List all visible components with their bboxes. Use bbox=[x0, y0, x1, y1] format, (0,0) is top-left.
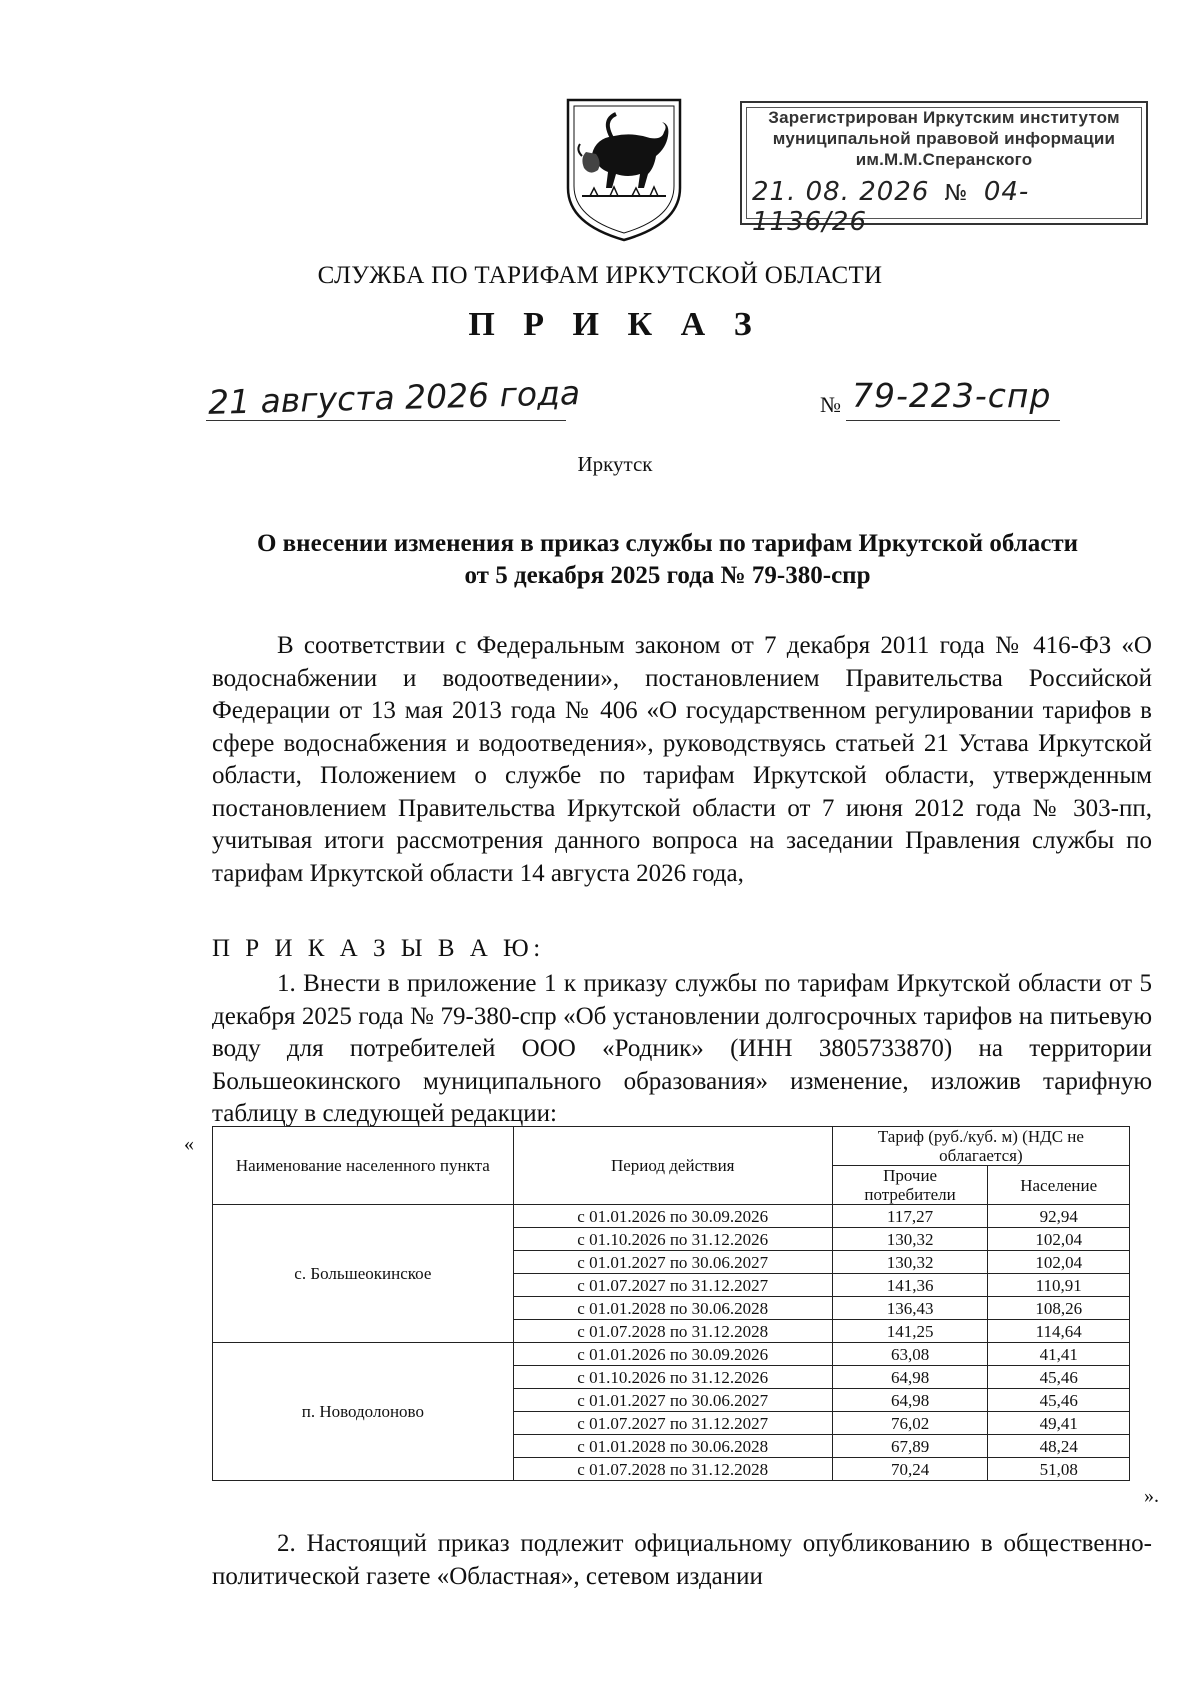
quote-open: « bbox=[184, 1133, 194, 1155]
order-number-handwritten: 79-223-спр bbox=[852, 376, 1052, 415]
population-tariff-cell: 45,46 bbox=[988, 1366, 1130, 1389]
period-cell: с 01.07.2027 по 31.12.2027 bbox=[513, 1412, 832, 1435]
tariff-table bbox=[212, 1126, 1130, 1481]
stamp-line-1: Зарегистрирован Иркутским институтом bbox=[768, 108, 1120, 127]
item-1-paragraph: 1. Внести в приложение 1 к приказу службы по тарифам Иркутской области от 5 декабря 2025 года № 79-380-спр «Об установлении долгосрочных тарифов на питьевую воду для потребителей ООО «Родник» (ИНН 3805733870) на территории Большеокинского муниципального образования» изменение, изложив тарифную таблицу в следующей редакции: bbox=[212, 970, 1152, 1127]
period-cell: с 01.10.2026 по 31.12.2026 bbox=[513, 1228, 832, 1251]
stamp-line-3: им.М.М.Сперанского bbox=[855, 150, 1033, 169]
other-tariff-cell: 117,27 bbox=[832, 1205, 988, 1228]
population-tariff-cell: 41,41 bbox=[988, 1343, 1130, 1366]
city-name: Иркутск bbox=[577, 452, 653, 476]
organization-name: СЛУЖБА ПО ТАРИФАМ ИРКУТСКОЙ ОБЛАСТИ bbox=[317, 262, 883, 289]
population-tariff-cell: 110,91 bbox=[988, 1274, 1130, 1297]
other-tariff-cell: 130,32 bbox=[832, 1251, 988, 1274]
title-line-1: О внесении изменения в приказ службы по тарифам Иркутской области bbox=[256, 530, 1079, 557]
header-other-consumers: Прочие потребители bbox=[832, 1166, 988, 1205]
header-population: Население bbox=[988, 1166, 1130, 1205]
population-tariff-cell: 114,64 bbox=[988, 1320, 1130, 1343]
other-tariff-cell: 76,02 bbox=[832, 1412, 988, 1435]
population-tariff-cell: 45,46 bbox=[988, 1389, 1130, 1412]
stamp-reg-number: 04-1136/26 bbox=[752, 177, 1030, 237]
period-cell: с 01.01.2027 по 30.06.2027 bbox=[513, 1251, 832, 1274]
number-underline bbox=[846, 420, 1060, 421]
settlement-cell: с. Большеокинское bbox=[213, 1205, 514, 1343]
other-tariff-cell: 63,08 bbox=[832, 1343, 988, 1366]
document-title bbox=[200, 528, 1135, 592]
order-word: П Р И К А З Ы В А Ю: bbox=[212, 935, 545, 962]
period-cell: с 01.07.2028 по 31.12.2028 bbox=[513, 1320, 832, 1343]
quote-close: ». bbox=[1144, 1485, 1159, 1507]
preamble-paragraph: В соответствии с Федеральным законом от 7 декабря 2011 года № 416-ФЗ «О водоснабжении и водоотведении», постановлением Правительства Российской Федерации от 13 мая 2013 года № 406 «О государственном регулировании тарифов в сфере водоснабжения и водоотведения», руководствуясь статьей 21 Устава Иркутской области, Положением о службе по тарифам Иркутской области, утвержденным постановлением Правительства Иркутской области от 7 июня 2012 года № 303-пп, учитывая итоги рассмотрения данного вопроса на заседании Правления службы по тарифам Иркутской области 14 августа 2026 года, bbox=[212, 632, 1152, 887]
coat-of-arms-emblem bbox=[562, 96, 686, 244]
population-tariff-cell: 102,04 bbox=[988, 1251, 1130, 1274]
table-row bbox=[213, 1343, 1130, 1366]
header-period: Период действия bbox=[513, 1127, 832, 1205]
order-number-sign: № bbox=[820, 392, 841, 417]
order-date-handwritten: 21 августа 2026 года bbox=[207, 373, 581, 422]
period-cell: с 01.01.2028 по 30.06.2028 bbox=[513, 1297, 832, 1320]
stamp-line-2: муниципальной правовой информации bbox=[772, 129, 1116, 148]
population-tariff-cell: 102,04 bbox=[988, 1228, 1130, 1251]
period-cell: с 01.07.2027 по 31.12.2027 bbox=[513, 1274, 832, 1297]
period-cell: с 01.01.2026 по 30.09.2026 bbox=[513, 1205, 832, 1228]
population-tariff-cell: 92,94 bbox=[988, 1205, 1130, 1228]
date-underline bbox=[206, 420, 566, 421]
header-settlement: Наименование населенного пункта bbox=[213, 1127, 514, 1205]
header-tariff: Тариф (руб./куб. м) (НДС не облагается) bbox=[832, 1127, 1129, 1166]
period-cell: с 01.01.2027 по 30.06.2027 bbox=[513, 1389, 832, 1412]
table-header-row bbox=[213, 1127, 1130, 1166]
period-cell: с 01.10.2026 по 31.12.2026 bbox=[513, 1366, 832, 1389]
other-tariff-cell: 70,24 bbox=[832, 1458, 988, 1481]
period-cell: с 01.01.2026 по 30.09.2026 bbox=[513, 1343, 832, 1366]
other-tariff-cell: 136,43 bbox=[832, 1297, 988, 1320]
settlement-cell: п. Новодолоново bbox=[213, 1343, 514, 1481]
stamp-reg-date: 21. 08. 2026 bbox=[752, 177, 930, 207]
other-tariff-cell: 141,36 bbox=[832, 1274, 988, 1297]
other-tariff-cell: 67,89 bbox=[832, 1435, 988, 1458]
other-tariff-cell: 64,98 bbox=[832, 1366, 988, 1389]
period-cell: с 01.07.2028 по 31.12.2028 bbox=[513, 1458, 832, 1481]
stamp-handwritten-registration bbox=[752, 177, 1142, 237]
population-tariff-cell: 48,24 bbox=[988, 1435, 1130, 1458]
other-tariff-cell: 64,98 bbox=[832, 1389, 988, 1412]
stamp-number-sign: № bbox=[944, 181, 969, 206]
title-line-2: от 5 декабря 2025 года № 79-380-спр bbox=[464, 562, 871, 589]
registration-stamp bbox=[740, 101, 1148, 237]
table-row bbox=[213, 1205, 1130, 1228]
other-tariff-cell: 130,32 bbox=[832, 1228, 988, 1251]
other-tariff-cell: 141,25 bbox=[832, 1320, 988, 1343]
population-tariff-cell: 108,26 bbox=[988, 1297, 1130, 1320]
period-cell: с 01.01.2028 по 30.06.2028 bbox=[513, 1435, 832, 1458]
population-tariff-cell: 51,08 bbox=[988, 1458, 1130, 1481]
item-2-paragraph: 2. Настоящий приказ подлежит официальному опубликованию в общественно-политической газете «Областная», сетевом издании bbox=[212, 1530, 1152, 1590]
population-tariff-cell: 49,41 bbox=[988, 1412, 1130, 1435]
document-type-heading: П Р И К А З bbox=[468, 306, 762, 343]
